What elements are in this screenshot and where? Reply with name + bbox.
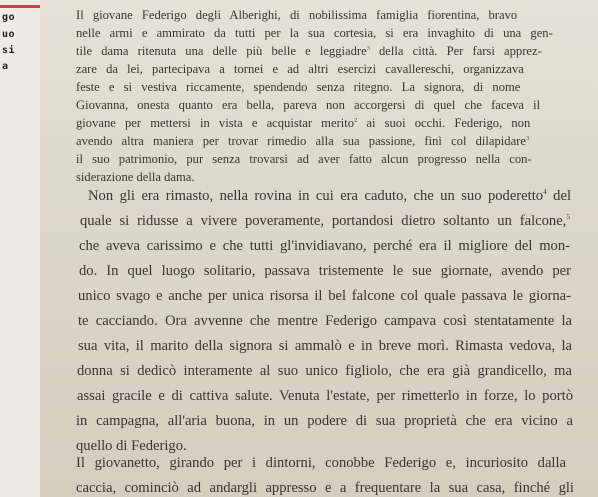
margin-fragment: go bbox=[2, 12, 16, 23]
footnote-marker: 3 bbox=[366, 44, 370, 52]
main-paragraph-line bbox=[79, 264, 571, 279]
left-margin-strip bbox=[0, 0, 40, 497]
main-paragraph-line bbox=[78, 314, 572, 329]
top-paragraph-line bbox=[76, 63, 524, 76]
top-paragraph-line bbox=[76, 153, 532, 166]
top-paragraph-line bbox=[76, 9, 517, 22]
line-text: in campagna, all'aria buona, in un podere di sua proprietà che era vicino a bbox=[76, 413, 573, 429]
main-paragraph-line bbox=[77, 364, 572, 379]
line-text: assai gracile e di cattiva salute. Venuta l'estate, per rimetterlo in forze, lo portò bbox=[77, 388, 573, 404]
line-text: zare da lei, partecipava a tornei e ad altri esercizi cavallereschi, organizzava bbox=[76, 62, 524, 76]
line-text: donna si dedicò interamente al suo unico figliolo, che era già grandicello, ma bbox=[77, 363, 572, 379]
line-text: avendo altra maniera per trovar rimedio alla sua passione, finì col dilapidare bbox=[76, 134, 526, 148]
line-text-continued: del bbox=[546, 188, 571, 204]
main-paragraph-line bbox=[76, 481, 574, 496]
line-text-continued: ai suoi occhi. Federigo, non bbox=[357, 116, 531, 130]
margin-red-rule bbox=[0, 5, 40, 8]
line-text-continued: della città. Per farsi apprez- bbox=[369, 44, 542, 58]
line-text: caccia, cominciò ad andargli appresso e a frequentare la sua casa, finché gli bbox=[76, 480, 574, 496]
line-text: giovane per mettersi in vista e acquistar merito bbox=[76, 116, 355, 130]
top-paragraph-line bbox=[76, 81, 520, 94]
line-text: quale si ridusse a vivere poveramente, portandosi dietro soltanto un falcone, bbox=[80, 213, 567, 229]
top-paragraph-line bbox=[76, 171, 195, 184]
footnote-marker: 4 bbox=[543, 187, 547, 197]
margin-fragment: uo bbox=[2, 29, 16, 40]
top-paragraph-line bbox=[76, 45, 542, 58]
main-paragraph-line bbox=[78, 289, 571, 304]
main-paragraph-line bbox=[77, 389, 573, 404]
line-text: il suo patrimonio, pur senza trovarsi ad aver fatto alcun progresso nella con- bbox=[76, 152, 532, 166]
footnote-marker: 3 bbox=[525, 134, 530, 142]
footnote-marker: 2 bbox=[354, 116, 358, 124]
top-paragraph-line bbox=[76, 27, 553, 40]
line-text: nelle armi e ammirato da tutti per la sua cortesia, si era invaghito di una gen- bbox=[76, 26, 553, 40]
main-paragraph-line bbox=[76, 439, 187, 454]
line-text: Giovanna, onesta quanto era bella, pareva non accorgersi di quel che faceva il bbox=[76, 98, 541, 112]
line-text: che aveva carissimo e che tutti gl'invidiavano, perché era il migliore del mon- bbox=[79, 238, 570, 254]
main-paragraph-line bbox=[79, 239, 570, 254]
line-text: Il giovane Federigo degli Alberighi, di nobilissima famiglia fiorentina, bravo bbox=[76, 8, 518, 22]
line-text: te cacciando. Ora avvenne che mentre Federigo campava così stentatamente la bbox=[78, 313, 572, 329]
line-text: siderazione della dama. bbox=[76, 170, 195, 184]
line-text: Non gli era rimasto, nella rovina in cui era caduto, che un suo poderetto bbox=[88, 188, 544, 204]
line-text: quello di Federigo. bbox=[76, 438, 187, 454]
top-paragraph-line bbox=[76, 99, 540, 112]
line-text: do. In quel luogo solitario, passava tristemente le sue giornate, avendo per bbox=[79, 263, 571, 279]
top-paragraph-line bbox=[76, 135, 529, 148]
main-paragraph-line bbox=[76, 456, 566, 471]
line-text: feste e si vestiva riccamente, spendendo senza ritegno. La signora, di nome bbox=[76, 80, 521, 94]
margin-fragment: a bbox=[2, 61, 9, 72]
line-text: unico svago e anche per unica risorsa il bel falcone col quale passava le giorna- bbox=[78, 288, 571, 304]
main-paragraph-line bbox=[76, 414, 573, 429]
main-paragraph-line bbox=[78, 339, 572, 354]
line-text: tile dama ritenuta una delle più belle e leggiadre bbox=[76, 44, 367, 58]
main-paragraph-line bbox=[88, 189, 571, 204]
main-paragraph-line bbox=[80, 214, 570, 229]
footnote-marker: 5 bbox=[566, 212, 570, 222]
line-text: Il giovanetto, girando per i dintorni, conobbe Federigo e, incuriosito dalla bbox=[76, 455, 567, 471]
top-paragraph-line bbox=[76, 117, 530, 130]
margin-fragment: si bbox=[2, 45, 16, 56]
line-text: sua vita, il marito della signora si ammalò e in breve morì. Rimasta vedova, la bbox=[78, 338, 572, 354]
